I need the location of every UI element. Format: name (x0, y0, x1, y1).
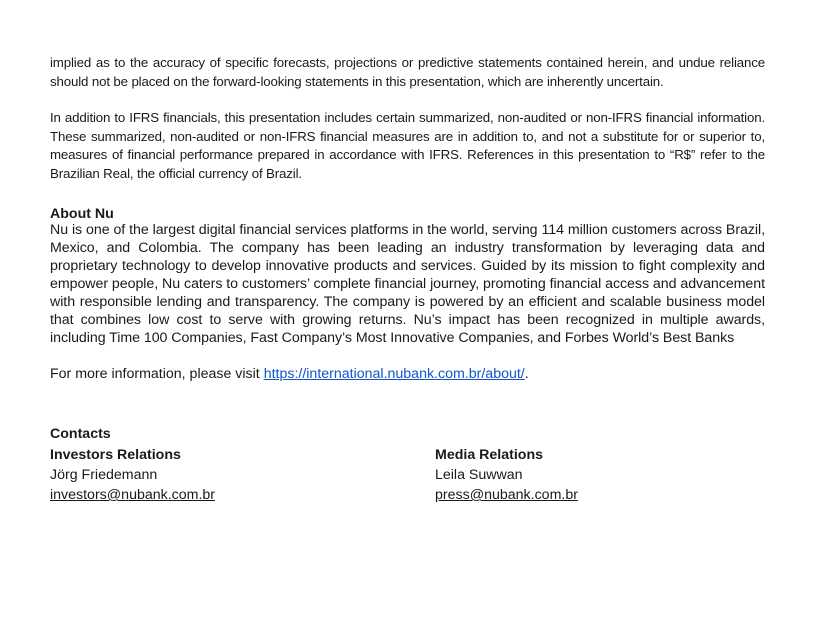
media-relations-contact (435, 445, 755, 505)
ifrs-disclaimer: In addition to IFRS financials, this presentation includes certain summarized, non-audited or non-IFRS financial information. These summarized, non-audited or non-IFRS financial measures are in addition to, and not a substitute for or superior to, measures of financial performance prepared in accordance with IFRS. References in this presentation to “R$” refer to the Brazilian Real, the official currency of Brazil. (50, 110, 765, 181)
media-relations-role: Media Relations (435, 447, 544, 463)
about-link[interactable]: https://international.nubank.com.br/about/ (263, 366, 525, 382)
investor-relations-email-link[interactable]: investors@nubank.com.br (50, 487, 216, 503)
more-info-prefix: For more information, please visit (50, 366, 264, 382)
investor-relations-contact (50, 445, 370, 505)
more-info-line (50, 365, 765, 383)
more-info-suffix: . (524, 366, 529, 382)
media-relations-email-link[interactable]: press@nubank.com.br (435, 487, 578, 503)
forward-looking-disclaimer: implied as to the accuracy of specific forecasts, projections or predictive statements contained herein, and undue reliance should not be placed on the forward-looking statements in this presentation, which are inherently uncertain. (50, 55, 765, 89)
about-body: Nu is one of the largest digital financial services platforms in the world, serving 114 million customers across Brazil, Mexico, and Colombia. The company has been leading an industry transformation by leveraging data and proprietary technology to develop innovative products and services. Guided by its mission to fight complexity and empower people, Nu caters to customers’ complete financial journey, promoting financial access and advancement with responsible lending and transparency. The company is powered by an efficient and scalable business model that combines low cost to serve with growing returns. Nu’s impact has been recognized in multiple awards, including Time 100 Companies, Fast Company’s Most Innovative Companies, and Forbes World’s Best Banks (50, 222, 765, 346)
media-relations-name: Leila Suwwan (435, 467, 523, 483)
contacts-heading: Contacts (50, 426, 111, 442)
about-heading: About Nu (50, 206, 114, 222)
investor-relations-name: Jörg Friedemann (50, 467, 158, 483)
investor-relations-role: Investors Relations (50, 447, 181, 463)
